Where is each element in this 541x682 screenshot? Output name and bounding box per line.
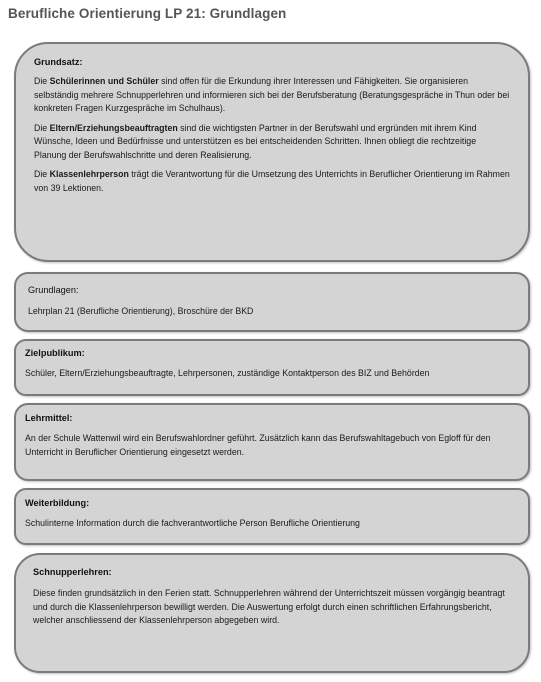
zielpublikum-heading: Zielpublikum:: [25, 348, 85, 358]
p3-rest: trägt die Verantwortung für die Umsetzung des Unterrichts in Beruflicher Orientierung im Rahmen von 39 Lektionen.: [34, 169, 510, 193]
grundsatz-box: [14, 42, 530, 262]
p1-rest: sind offen für die Erkundung ihrer Interessen und Fähigkeiten. Sie organisieren selbständig mehrere Schnupperlehren und informieren sich bei der Berufsberatung (Beratungsgespräche in Thun oder bei konkreten Fragen Kurzgespräche im Schulhaus).: [34, 76, 510, 113]
zielpublikum-text: Schüler, Eltern/Erziehungsbeauftragte, Lehrpersonen, zuständige Kontaktperson des BIZ und Behörden: [25, 368, 430, 378]
p3-bold: Klassenlehrperson: [49, 169, 129, 179]
lehrmittel-heading: Lehrmittel:: [25, 413, 73, 423]
p2-rest: sind die wichtigsten Partner in der Berufswahl und ergründen mit ihrem Kind Wünsche, Ideen und Bedürfnisse und unterstützen es bei entscheidenden Schritten. Ihnen obliegt die rechtzeitige Planung der Berufswahlschritte und deren Realisierung.: [34, 122, 477, 160]
lehrmittel-text: An der Schule Wattenwil wird ein Berufswahlordner geführt. Zusätzlich kann das Berufswahltagebuch von Egloff für den Unterricht in Beruflicher Orientierung eingesetzt werden.: [25, 433, 491, 457]
weiterbildung-box: [14, 488, 530, 545]
zielpublikum-box: [14, 339, 530, 396]
grundlagen-box: [14, 272, 530, 332]
p1-pre: Die: [34, 76, 50, 86]
weiterbildung-text: Schulinterne Information durch die fachverantwortliche Person Berufliche Orientierung: [25, 518, 360, 528]
p2-pre: Die: [34, 122, 50, 133]
weiterbildung-heading: Weiterbildung:: [25, 498, 90, 508]
p2-bold: Eltern/Erziehungsbeauftragten: [49, 122, 178, 133]
grundsatz-heading: Grundsatz:: [34, 57, 83, 67]
schnupperlehren-box: [14, 553, 530, 673]
p3-pre: Die: [34, 169, 50, 179]
grundsatz-paragraph-teacher: [34, 168, 510, 195]
grundsatz-paragraph-students: [34, 75, 510, 116]
grundsatz-paragraph-parents: [34, 122, 510, 163]
p1-bold: Schülerinnen und Schüler: [49, 76, 159, 86]
schnupperlehren-heading: Schnupperlehren:: [33, 567, 112, 577]
grundlagen-heading: Grundlagen:: [28, 285, 79, 295]
lehrmittel-box: [14, 403, 530, 481]
page-title: Berufliche Orientierung LP 21: Grundlagen: [8, 6, 287, 21]
schnupperlehren-text: Diese finden grundsätzlich in den Ferien statt. Schnupperlehren während der Unterrichtszeit müssen vorgängig beantragt und durch die Klassenlehrperson bewilligt werden. Die Auswertung erfolgt durch einen schriftlichen Erfahrungsbericht, welcher anschliessend der Klassenlehrperson abgegeben wird.: [33, 588, 505, 625]
grundlagen-text: Lehrplan 21 (Berufliche Orientierung), Broschüre der BKD: [28, 306, 254, 316]
